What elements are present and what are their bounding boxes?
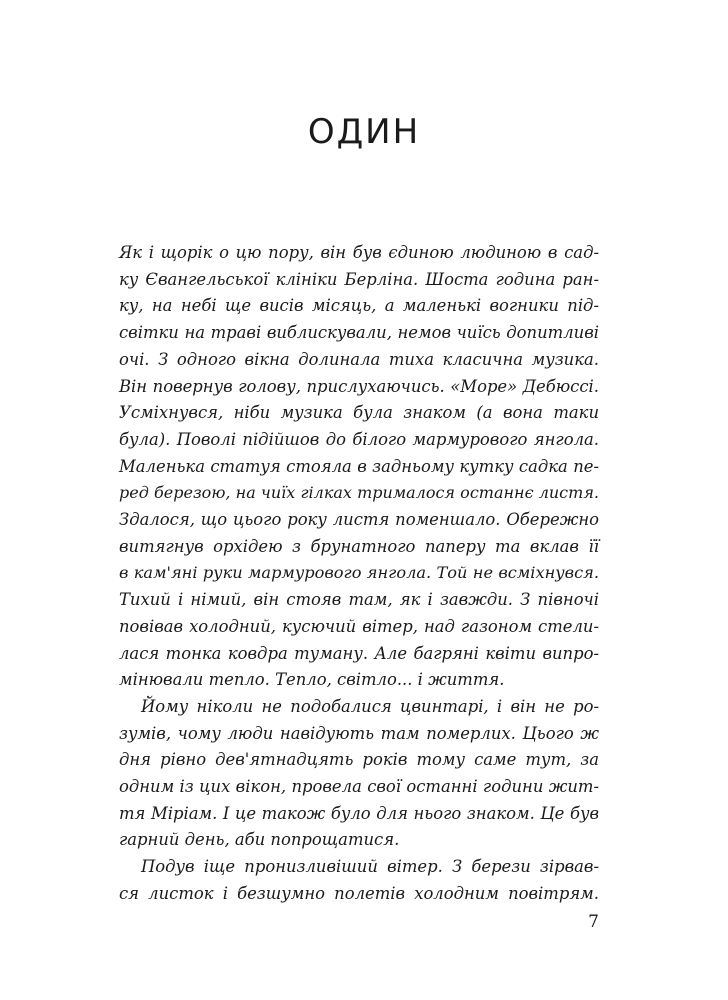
text-line: лася тонка ковдра туману. Але багряні квіти випро-: [119, 643, 599, 663]
text-line: ку, на небі ще висів місяць, а маленькі вогники під-: [119, 296, 599, 316]
text-line: Усміхнувся, ніби музика була знаком (а вона таки: [119, 403, 599, 423]
paragraph-3: [119, 854, 599, 907]
text-line: дня рівно дев'ятнадцять років тому саме тут, за: [119, 750, 599, 770]
text-line: Маленька статуя стояла в задньому кутку садка пе-: [119, 456, 599, 476]
text-line: Здалося, що цього року листя поменшало. Обережно: [119, 510, 599, 530]
text-line: в кам'яні руки мармурового янгола. Той не всміхнувся.: [119, 563, 599, 583]
text-line: була). Поволі підійшов до білого мармурового янгола.: [119, 429, 599, 449]
text-line: гарний день, аби попрощатися.: [119, 830, 400, 850]
text-line: витягнув орхідею з брунатного паперу та вклав її: [119, 536, 599, 556]
paragraph-2: [119, 694, 599, 854]
text-line: Як і щорік о цю пору, він був єдиною людиною в сад-: [119, 243, 599, 262]
text-line: світки на траві виблискували, немов чиїсь допитливі: [119, 323, 599, 343]
text-line: Він повернув голову, прислухаючись. «Море» Дебюссі.: [119, 376, 599, 396]
text-line: повівав холодний, кусючий вітер, над газоном стели-: [119, 616, 599, 636]
paragraph-1: [119, 240, 599, 694]
text-line: мінювали тепло. Тепло, світло... і життя.: [119, 670, 505, 690]
text-line: ся листок і безшумно полетів холодним повітрям.: [119, 883, 599, 903]
chapter-title: ОДИН: [307, 112, 421, 152]
text-line: ред березою, на чиїх гілках трималося останнє листя.: [119, 483, 599, 503]
text-line: тя Міріам. І це також було для нього знаком. Це був: [119, 803, 599, 823]
text-line: зумів, чому люди навідують там померлих. Цього ж: [119, 723, 599, 743]
text-line: Тихий і німий, він стояв там, як і завжди. З півночі: [119, 590, 599, 610]
text-line: Подув іще пронизливіший вітер. З берези зірвав-: [141, 857, 599, 877]
text-line: Йому ніколи не подобалися цвинтарі, і він не ро-: [141, 696, 599, 716]
text-line: очі. З одного вікна долинала тиха класична музика.: [119, 349, 599, 369]
chapter-body: [119, 240, 599, 908]
page-number: 7: [588, 912, 599, 932]
text-line: ку Євангельської клініки Берліна. Шоста година ран-: [119, 269, 599, 289]
text-line: одним із цих вікон, провела свої останні години жит-: [119, 777, 599, 797]
